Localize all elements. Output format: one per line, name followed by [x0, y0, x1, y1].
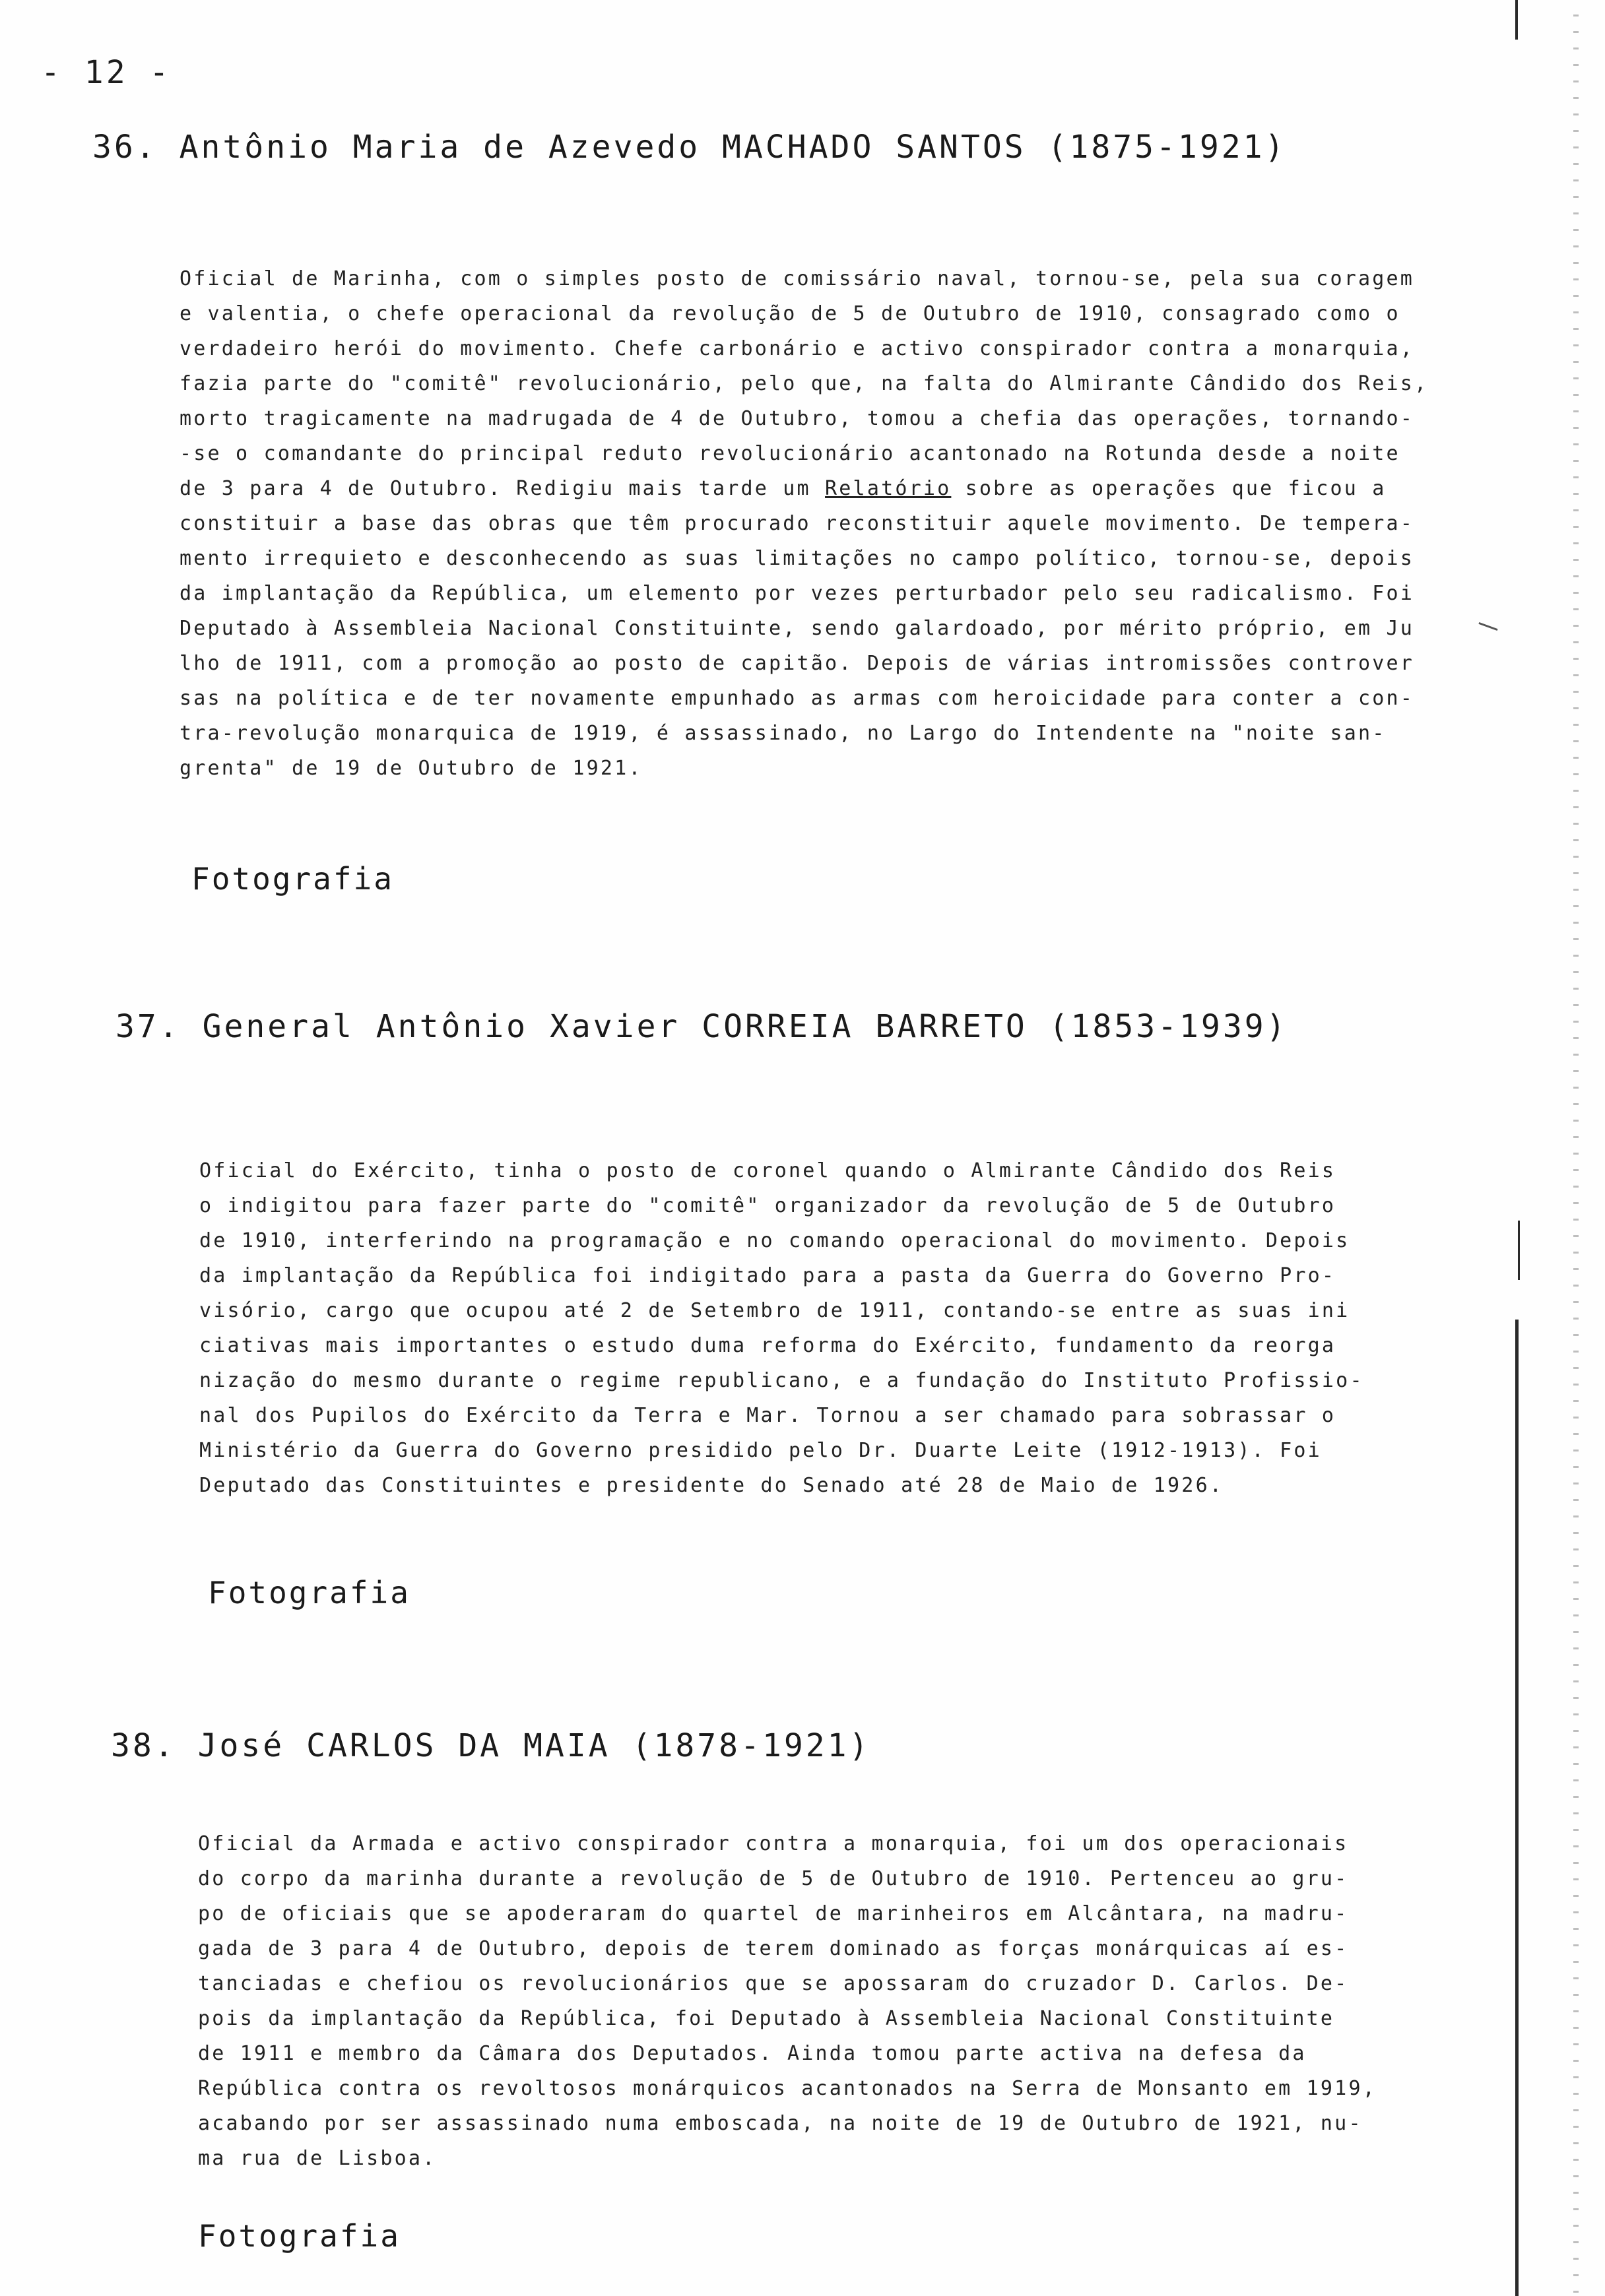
- scan-edge-mark-top: [1515, 0, 1518, 40]
- entry-38-line: gada de 3 para 4 de Outubro, depois de terem dominado as forças monárquicas aí es-: [198, 1937, 1349, 1960]
- margin-pen-mark: [1478, 622, 1497, 631]
- entry-37-line: Deputado das Constituintes e presidente do Senado até 28 de Maio de 1926.: [199, 1474, 1224, 1497]
- entry-38-line: acabando por ser assassinado numa emboscada, na noite de 19 de Outubro de 1921, nu-: [198, 2112, 1363, 2135]
- entry-37-photo-placeholder: Fotografia: [208, 1575, 410, 1610]
- entry-37-line: Oficial do Exército, tinha o posto de coronel quando o Almirante Cândido dos Reis: [199, 1159, 1336, 1182]
- entry-36-line: tra-revolução monarquica de 1919, é assassinado, no Largo do Intendente na "noite san-: [180, 722, 1387, 745]
- entry-38-line: Oficial da Armada e activo conspirador contra a monarquia, foi um dos operacionais: [198, 1832, 1349, 1855]
- entry-38-heading: 38. José CARLOS DA MAIA (1878-1921): [111, 1727, 871, 1764]
- entry-37-line: o indigitou para fazer parte do "comitê" organizador da revolução de 5 de Outubro: [199, 1194, 1336, 1217]
- entry-36-line: constituir a base das obras que têm procurado reconstituir aquele movimento. De tempera-: [180, 512, 1415, 535]
- entry-36-line: mento irrequieto e desconhecendo as suas limitações no campo político, tornou-se, depois: [180, 547, 1415, 570]
- entry-37-line: de 1910, interferindo na programação e no comando operacional do movimento. Depois: [199, 1229, 1350, 1252]
- entry-36-line: morto tragicamente na madrugada de 4 de Outubro, tomou a chefia das operações, tornando-: [180, 407, 1415, 430]
- entry-38-line: tanciadas e chefiou os revolucionários que se apossaram do cruzador D. Carlos. De-: [198, 1972, 1349, 1995]
- page-number: - 12 -: [41, 54, 172, 91]
- entry-38-line: de 1911 e membro da Câmara dos Deputados. Ainda tomou parte activa na defesa da: [198, 2042, 1307, 2065]
- entry-37-line: visório, cargo que ocupou até 2 de Setembro de 1911, contando-se entre as suas ini: [199, 1299, 1350, 1322]
- entry-36-photo-placeholder: Fotografia: [191, 861, 394, 897]
- entry-38-line: ma rua de Lisboa.: [198, 2147, 437, 2170]
- entry-36-heading: 36. Antônio Maria de Azevedo MACHADO SANTOS (1875-1921): [92, 129, 1287, 166]
- entry-38-line: pois da implantação da República, foi Deputado à Assembleia Nacional Constituinte: [198, 2007, 1335, 2030]
- entry-36-line: e valentia, o chefe operacional da revolução de 5 de Outubro de 1910, consagrado como o: [180, 302, 1400, 325]
- entry-36-line: Oficial de Marinha, com o simples posto de comissário naval, tornou-se, pela sua coragem: [180, 267, 1415, 290]
- scan-edge-rule-bottom: [1515, 1320, 1519, 2296]
- scan-edge-mark-mid: [1518, 1221, 1520, 1280]
- entry-37-line: da implantação da República foi indigitado para a pasta da Guerra do Governo Pro-: [199, 1264, 1336, 1287]
- entry-38-line: po de oficiais que se apoderaram do quartel de marinheiros em Alcântara, na madru-: [198, 1902, 1349, 1925]
- entry-37-line: Ministério da Guerra do Governo presidido pelo Dr. Duarte Leite (1912-1913). Foi: [199, 1439, 1322, 1462]
- entry-36-line: -se o comandante do principal reduto revolucionário acantonado na Rotunda desde a noite: [180, 442, 1400, 465]
- entry-37-line: nal dos Pupilos do Exército da Terra e Mar. Tornou a ser chamado para sobrassar o: [199, 1404, 1336, 1427]
- entry-38-line: República contra os revoltosos monárquicos acantonados na Serra de Monsanto em 1919,: [198, 2077, 1377, 2100]
- entry-36-line: sas na política e de ter novamente empunhado as armas com heroicidade para conter a con-: [180, 687, 1415, 710]
- entry-36-line-7-start: de 3 para 4 de Outubro. Redigiu mais tarde um: [180, 477, 826, 500]
- entry-37-heading: 37. General Antônio Xavier CORREIA BARRETO (1853-1939): [115, 1008, 1288, 1045]
- entry-38-line: do corpo da marinha durante a revolução de 5 de Outubro de 1910. Pertenceu ao gru-: [198, 1867, 1349, 1890]
- entry-38-photo-placeholder: Fotografia: [198, 2218, 401, 2254]
- entry-37-line: ciativas mais importantes o estudo duma reforma do Exército, fundamento da reorga: [199, 1334, 1336, 1357]
- entry-36-line: da implantação da República, um elemento por vezes perturbador pelo seu radicalismo. Foi: [180, 582, 1415, 605]
- entry-36-line-7-end: sobre as operações que ficou a: [951, 477, 1387, 500]
- scan-edge-dots: [1573, 0, 1579, 2296]
- entry-36-line-7: [180, 477, 1387, 500]
- entry-36-line: lho de 1911, com a promoção ao posto de capitão. Depois de várias intromissões controver: [180, 652, 1415, 675]
- relatorio-underlined: Relatório: [825, 477, 952, 500]
- entry-36-line: fazia parte do "comitê" revolucionário, pelo que, na falta do Almirante Cândido dos Reis,: [180, 372, 1429, 395]
- entry-36-line: grenta" de 19 de Outubro de 1921.: [180, 757, 643, 780]
- entry-36-line: Deputado à Assembleia Nacional Constituinte, sendo galardoado, por mérito próprio, em Ju: [180, 617, 1415, 640]
- entry-36-line: verdadeiro herói do movimento. Chefe carbonário e activo conspirador contra a monarquia,: [180, 337, 1415, 360]
- entry-37-line: nização do mesmo durante o regime republicano, e a fundação do Instituto Profissio-: [199, 1369, 1364, 1392]
